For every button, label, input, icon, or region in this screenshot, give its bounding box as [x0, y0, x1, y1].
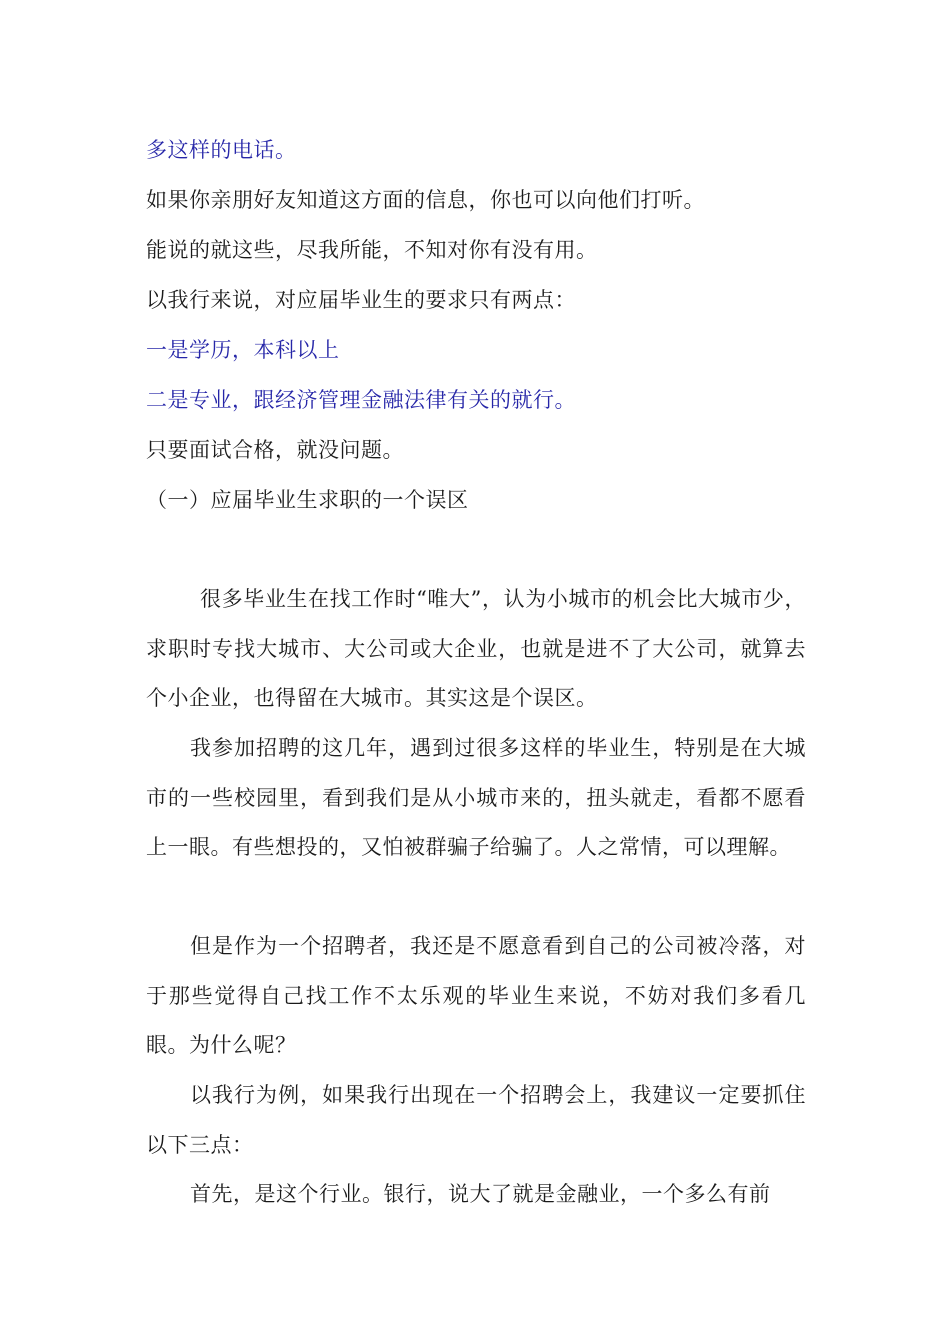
- text-line: 多这样的电话。: [146, 138, 297, 162]
- text-line: 如果你亲朋好友知道这方面的信息，你也可以向他们打听。: [146, 188, 705, 212]
- text-line: 一是学历，本科以上: [146, 338, 340, 362]
- text-line: 能说的就这些，尽我所能，不知对你有没有用。: [146, 238, 598, 262]
- body-paragraph: 我参加招聘的这几年，遇到过很多这样的毕业生，特别是在大城市的一些校园里，看到我们是从小城市来的，扭头就走，看都不愿看上一眼。有些想投的，又怕被群骗子给骗了。人之常情，可以理解。: [146, 736, 806, 859]
- body-paragraph: 以我行为例，如果我行出现在一个招聘会上，我建议一定要抓住以下三点：: [146, 1083, 806, 1157]
- body-paragraph: 首先，是这个行业。银行，说大了就是金融业，一个多么有前: [190, 1182, 771, 1206]
- text-line: 二是专业，跟经济管理金融法律有关的就行。: [146, 388, 576, 412]
- body-paragraph: 很多毕业生在找工作时“唯大”，认为小城市的机会比大城市少，求职时专找大城市、大公司或大企业，也就是进不了大公司，就算去个小企业，也得留在大城市。其实这是个误区。: [146, 587, 806, 710]
- section-heading: （一）应届毕业生求职的一个误区: [146, 488, 469, 512]
- text-line: 以我行来说，对应届毕业生的要求只有两点：: [146, 288, 576, 312]
- body-paragraph: 但是作为一个招聘者，我还是不愿意看到自己的公司被冷落，对于那些觉得自己找工作不太乐观的毕业生来说，不妨对我们多看几眼。为什么呢？: [146, 934, 806, 1057]
- text-line: 只要面试合格，就没问题。: [146, 438, 404, 462]
